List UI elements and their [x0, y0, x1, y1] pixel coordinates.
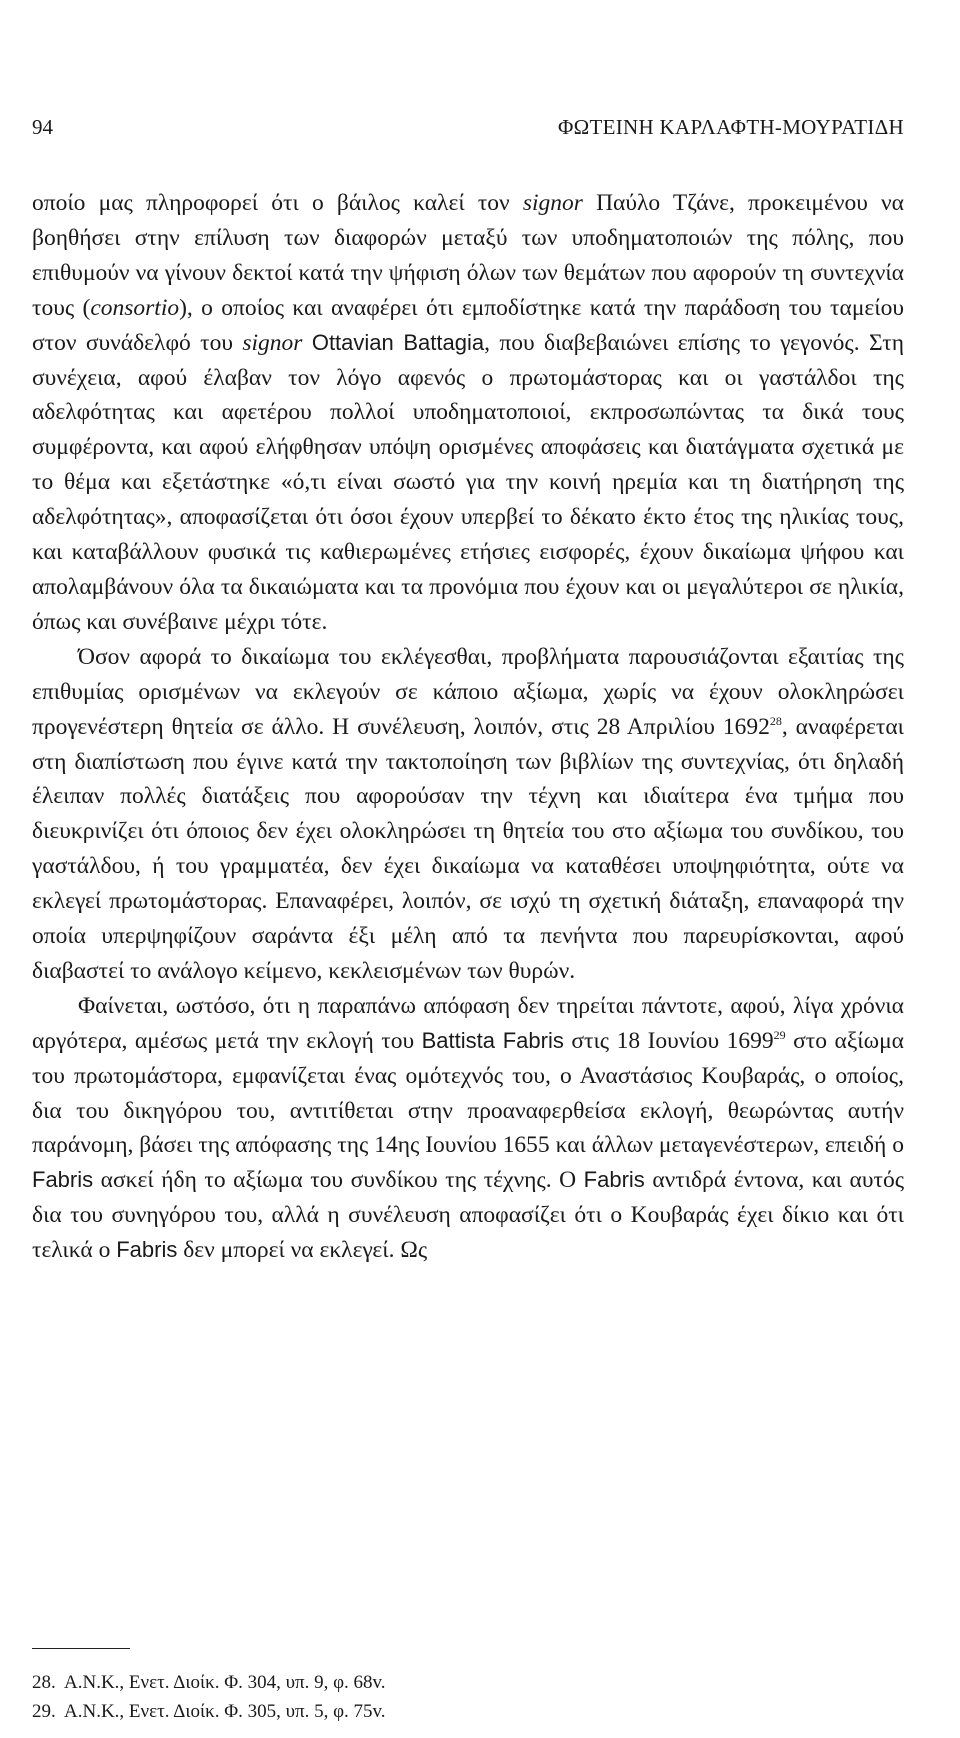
- text-run: στις 18 Ιουνίου 1699: [563, 1027, 774, 1054]
- footnote-29: [32, 1697, 904, 1726]
- latin-name: Ottavian Battagia: [311, 329, 485, 355]
- footnote-number: 28.: [32, 1672, 56, 1693]
- footnote-text: Α.Ν.Κ., Ενετ. Διοίκ. Φ. 304, υπ. 9, φ. 68v.: [64, 1672, 386, 1693]
- text-run: Όσον αφορά το δικαίωμα του εκλέγεσθαι, προβλήματα παρουσιάζονται εξαιτίας της επιθυμίας ορισμένων να εκλεγούν σε κάποιο αξίωμα, χωρίς να έχουν ολοκληρώσει προγενέστερη θητεία σε άλλο. Η συνέλευση, λοιπόν, στις 28 Απριλίου 1692: [32, 643, 904, 740]
- footnotes: [32, 1668, 904, 1726]
- paragraph-3: [32, 989, 904, 1268]
- text-run: , που διαβεβαιώνει επίσης το γεγονός. Στη συνέχεια, αφού έλαβαν τον λόγο αφενός ο πρωτομάστορας και οι γαστάλδοι της αδελφότητας και αφετέρου πολλοί υποδηματοποιοί, εκπροσωπώντας τα δικά τους συμφέροντα, και αφού ελήφθησαν υπόψη ορισμένες αποφάσεις και διατάγματα σχετικά με το θέμα και εξετάστηκε «ό,τι είναι σωστό για την κοινή ηρεμία και τη διατήρηση της αδελφότητας», αποφασίζεται ότι όσοι έχουν υπερβεί το δέκατο έκτο έτος της ηλικίας τους, και καταβάλλουν φυσικά τις καθιερωμένες ετήσιες εισφορές, έχουν δικαίωμα ψήφου και απολαμβάνουν όλα τα δικαιώματα και τα προνόμια που έχουν και οι μεγαλύτεροι σε ηλικία, όπως και συνέβαινε μέχρι τότε.: [32, 329, 904, 635]
- footnote-28: [32, 1668, 904, 1697]
- text-run: αντιδρά έντονα, και αυτός δια του συνηγόρου του, αλλά η συνέλευση αποφασίζει ότι ο Κουβαράς έχει δίκιο και ότι τελικά ο: [32, 1167, 904, 1264]
- page-number: 94: [32, 115, 53, 139]
- text-run: δεν μπορεί να εκλεγεί. Ως: [177, 1237, 428, 1264]
- text-run: Φαίνεται, ωστόσο, ότι η παραπάνω απόφαση δεν τηρείται πάντοτε, αφού, λίγα χρόνια αργότερα, αμέσως μετά την εκλογή του: [32, 992, 904, 1054]
- text-run: Παύλο Τζάνε, προκειμένου να βοηθήσει στην επίλυση των διαφορών μεταξύ των υποδηματοποιών της πόλης, που επιθυμούν να γίνουν δεκτοί κατά την ψήφιση όλων των θεμάτων που αφορούν τη συντεχνία τους (: [32, 190, 904, 321]
- footnote-ref[interactable]: 29: [773, 1027, 786, 1042]
- paragraph-1: [32, 186, 904, 640]
- footnote-number: 29.: [32, 1701, 56, 1722]
- text-run: , αναφέρεται στη διαπίστωση που έγινε κατά την τακτοποίηση των βιβλίων της συντεχνίας, ότι δηλαδή έλειπαν πολλές διατάξεις που αφορούσαν την τέχνη και ιδιαίτερα ένα τμήμα που διευκρινίζει ότι όποιος δεν έχει ολοκληρώσει τη θητεία του στο αξίωμα του συνδίκου, του γαστάλδου, ή του γραμματέα, δεν έχει δικαίωμα να καταθέσει υποψηφιότητα, ούτε να εκλεγεί πρωτομάστορας. Επαναφέρει, λοιπόν, σε ισχύ τη σχετική διάταξη, επαναφορά την οποία υπερψηφίζουν σαράντα έξι μέλη από τα πενήντα που παρευρίσκονται, αφού διαβαστεί το ανάλογο κείμενο, κεκλεισμένων των θυρών.: [32, 713, 904, 984]
- page-header: [32, 112, 904, 142]
- italic-term: signor: [242, 329, 303, 356]
- text-run: στο αξίωμα του πρωτομάστορα, εμφανίζεται ένας ομότεχνός του, ο Αναστάσιος Κουβαράς, ο οποίος, δια του δικηγόρου του, αντιτίθεται στην προαναφερθείσα εκλογή, θεωρώντας αυτήν παράνομη, βάσει της απόφασης της 14ης Ιουνίου 1655 και άλλων μεταγενέστερων, επειδή ο: [32, 1027, 904, 1159]
- text-run: ασκεί ήδη το αξίωμα του συνδίκου της τέχνης. Ο: [93, 1167, 584, 1194]
- text-run: οποίο μας πληροφορεί ότι ο βάιλος καλεί τον: [32, 190, 523, 216]
- paragraph-2: [32, 640, 904, 989]
- running-title: ΦΩΤΕΙΝΗ ΚΑΡΛΑΦΤΗ-ΜΟΥΡΑΤΙΔΗ: [557, 115, 904, 139]
- footnote-text: Α.Ν.Κ., Ενετ. Διοίκ. Φ. 305, υπ. 5, φ. 75v.: [64, 1701, 386, 1722]
- text-run: [302, 330, 311, 356]
- italic-term: signor: [522, 190, 583, 216]
- latin-name: Fabris: [583, 1167, 645, 1193]
- text-run: ), ο οποίος και αναφέρει ότι εμποδίστηκε κατά την παράδοση του ταμείου στον συνάδελφό του: [32, 294, 904, 356]
- latin-name: Fabris: [116, 1237, 178, 1263]
- body-text: [32, 186, 904, 1268]
- footnote-separator: [32, 1648, 130, 1649]
- footnote-ref[interactable]: 28: [769, 713, 782, 728]
- italic-term: consortio: [90, 294, 180, 321]
- latin-name: Fabris: [32, 1167, 94, 1193]
- latin-name: Battista Fabris: [421, 1027, 564, 1053]
- book-page: [32, 0, 904, 1738]
